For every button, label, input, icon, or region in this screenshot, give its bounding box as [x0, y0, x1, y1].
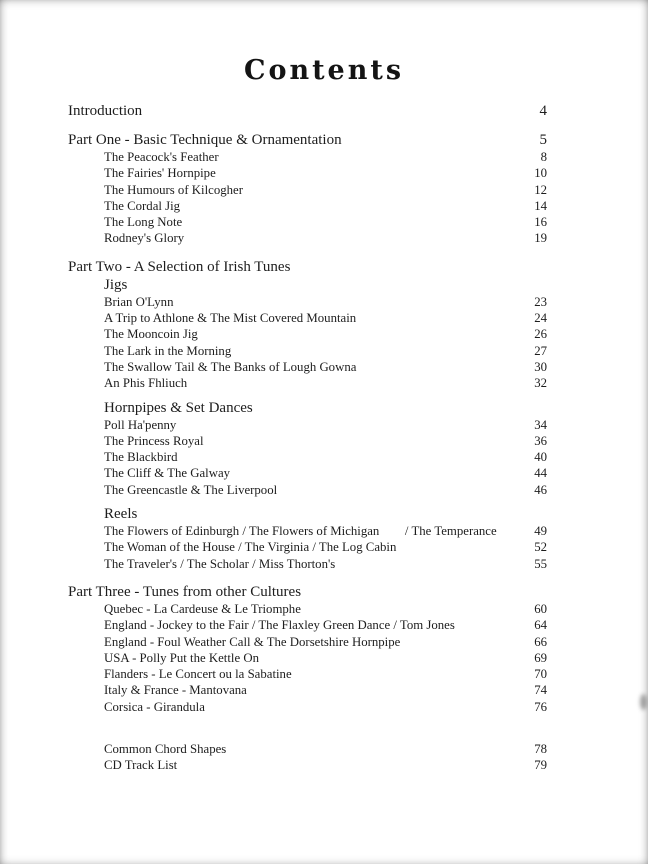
page-number: 32: [534, 376, 547, 391]
page-number: 55: [534, 556, 547, 571]
toc-entry-label: A Trip to Athlone & The Mist Covered Mountain: [104, 311, 357, 326]
toc-section-heading-label: Part One - Basic Technique & Ornamentation: [68, 132, 342, 148]
toc-entry: [0, 310, 648, 326]
toc-entry-label: Flanders - Le Concert ou la Sabatine: [104, 667, 292, 682]
toc-entry: [0, 449, 648, 465]
toc-subheading-label: Jigs: [104, 276, 128, 293]
toc-section-heading: [0, 131, 648, 149]
toc-entry: [0, 326, 648, 342]
toc-entry-label: The Humours of Kilcogher: [104, 182, 243, 197]
page-number: 64: [534, 618, 547, 633]
page-number: 23: [534, 294, 547, 309]
toc-entry-label: The Greencastle & The Liverpool: [104, 482, 278, 497]
toc-entry: [0, 556, 648, 572]
toc-entry: [0, 634, 648, 650]
page-number: 26: [534, 327, 547, 342]
page-number: 14: [534, 198, 547, 213]
page-number: 70: [534, 667, 547, 682]
toc-list: [0, 102, 648, 774]
toc-entry: [0, 375, 648, 391]
page-number: 40: [534, 450, 547, 465]
toc-section-heading: [0, 102, 648, 120]
toc-section-heading-label: Introduction: [68, 103, 143, 119]
toc-entry-label: The Blackbird: [104, 450, 178, 465]
page-number: 60: [534, 601, 547, 616]
toc-entry-label: The Cliff & The Galway: [104, 466, 231, 481]
toc-subheading: [0, 276, 648, 294]
toc-entry-label: The Mooncoin Jig: [104, 327, 198, 342]
toc-entry-label: The Cordal Jig: [104, 198, 181, 213]
toc-footer-entry: [0, 757, 648, 773]
toc-subheading: [0, 399, 648, 417]
page-number: 49: [534, 524, 547, 539]
toc-entry-label: Brian O'Lynn: [104, 294, 174, 309]
toc-entry: [0, 699, 648, 715]
toc-entry: [0, 465, 648, 481]
page-number: 27: [534, 343, 547, 358]
toc-entry: [0, 601, 648, 617]
toc-entry-label: The Princess Royal: [104, 433, 204, 448]
page-number: 36: [534, 433, 547, 448]
page-number: 74: [534, 683, 547, 698]
toc-entry: [0, 198, 648, 214]
toc-entry-label: Rodney's Glory: [104, 231, 185, 246]
toc-entry: [0, 650, 648, 666]
toc-entry: [0, 149, 648, 165]
toc-section-heading: [0, 258, 648, 276]
page-title: Contents: [243, 55, 405, 86]
toc-entry-label: Poll Ha'penny: [104, 417, 177, 432]
toc-entry: [0, 482, 648, 498]
toc-entry-label: The Peacock's Feather: [104, 150, 219, 164]
toc-entry-label: The Woman of the House / The Virginia / The Log Cabin: [104, 540, 397, 555]
toc-subheading-label: Hornpipes & Set Dances: [104, 399, 253, 416]
toc-entry: [0, 682, 648, 698]
page-number: 16: [534, 215, 547, 230]
toc-entry: [0, 433, 648, 449]
page-number: 4: [539, 103, 547, 119]
toc-entry-label: USA - Polly Put the Kettle On: [104, 650, 259, 665]
toc-footer-entry-label: Common Chord Shapes: [104, 742, 227, 757]
page-number: 10: [534, 166, 547, 181]
toc-entry: [0, 165, 648, 181]
page-number: 78: [534, 742, 547, 757]
toc-subheading: [0, 505, 648, 523]
page-number: 12: [534, 182, 547, 197]
toc-entry: [0, 417, 648, 433]
toc-entry: [0, 343, 648, 359]
toc-entry: [0, 539, 648, 555]
toc-subheading-label: Reels: [104, 506, 138, 523]
page-number: 52: [534, 540, 547, 555]
toc-entry-label: An Phis Fhliuch: [104, 376, 188, 391]
page-number: 24: [534, 311, 547, 326]
page-number: 66: [534, 634, 547, 649]
page-number: 79: [534, 758, 547, 773]
toc-entry-label: The Lark in the Morning: [104, 343, 232, 358]
toc-entry-label: Quebec - La Cardeuse & Le Triomphe: [104, 601, 301, 616]
toc-entry: [0, 214, 648, 230]
toc-footer-entry-label: CD Track List: [104, 758, 178, 773]
page-number: 5: [539, 132, 547, 148]
toc-entry: [0, 666, 648, 682]
page-number: 34: [534, 417, 547, 432]
page-number: 30: [534, 359, 547, 374]
toc-section-heading-label: Part Two - A Selection of Irish Tunes: [68, 258, 291, 275]
toc-entry: [0, 523, 648, 539]
page-number: 8: [540, 150, 547, 164]
toc-entry: [0, 182, 648, 198]
toc-entry-label: The Flowers of Edinburgh / The Flowers of Michigan / The Temperance: [104, 524, 497, 539]
toc-footer-entry: [0, 741, 648, 757]
page-number: 44: [534, 466, 547, 481]
toc-entry-label: The Swallow Tail & The Banks of Lough Gowna: [104, 359, 357, 374]
toc-entry: [0, 617, 648, 633]
toc-entry: [0, 359, 648, 375]
toc-entry-label: England - Jockey to the Fair / The Flaxley Green Dance / Tom Jones: [104, 618, 455, 633]
page-number: 19: [534, 231, 547, 246]
toc-entry-label: Italy & France - Mantovana: [104, 683, 247, 698]
toc-entry-label: England - Foul Weather Call & The Dorsetshire Hornpipe: [104, 634, 401, 649]
toc-entry: [0, 230, 648, 246]
page-number: 46: [534, 482, 547, 497]
toc-entry-label: The Long Note: [104, 215, 183, 230]
toc-entry-label: The Traveler's / The Scholar / Miss Thorton's: [104, 556, 336, 571]
toc-entry-label: Corsica - Girandula: [104, 699, 205, 714]
toc-entry-label: The Fairies' Hornpipe: [104, 166, 216, 181]
page-number: 76: [534, 699, 547, 714]
toc-section-heading-label: Part Three - Tunes from other Cultures: [68, 583, 302, 600]
toc-entry: [0, 294, 648, 310]
page-number: 69: [534, 650, 547, 665]
toc-section-heading: [0, 583, 648, 601]
